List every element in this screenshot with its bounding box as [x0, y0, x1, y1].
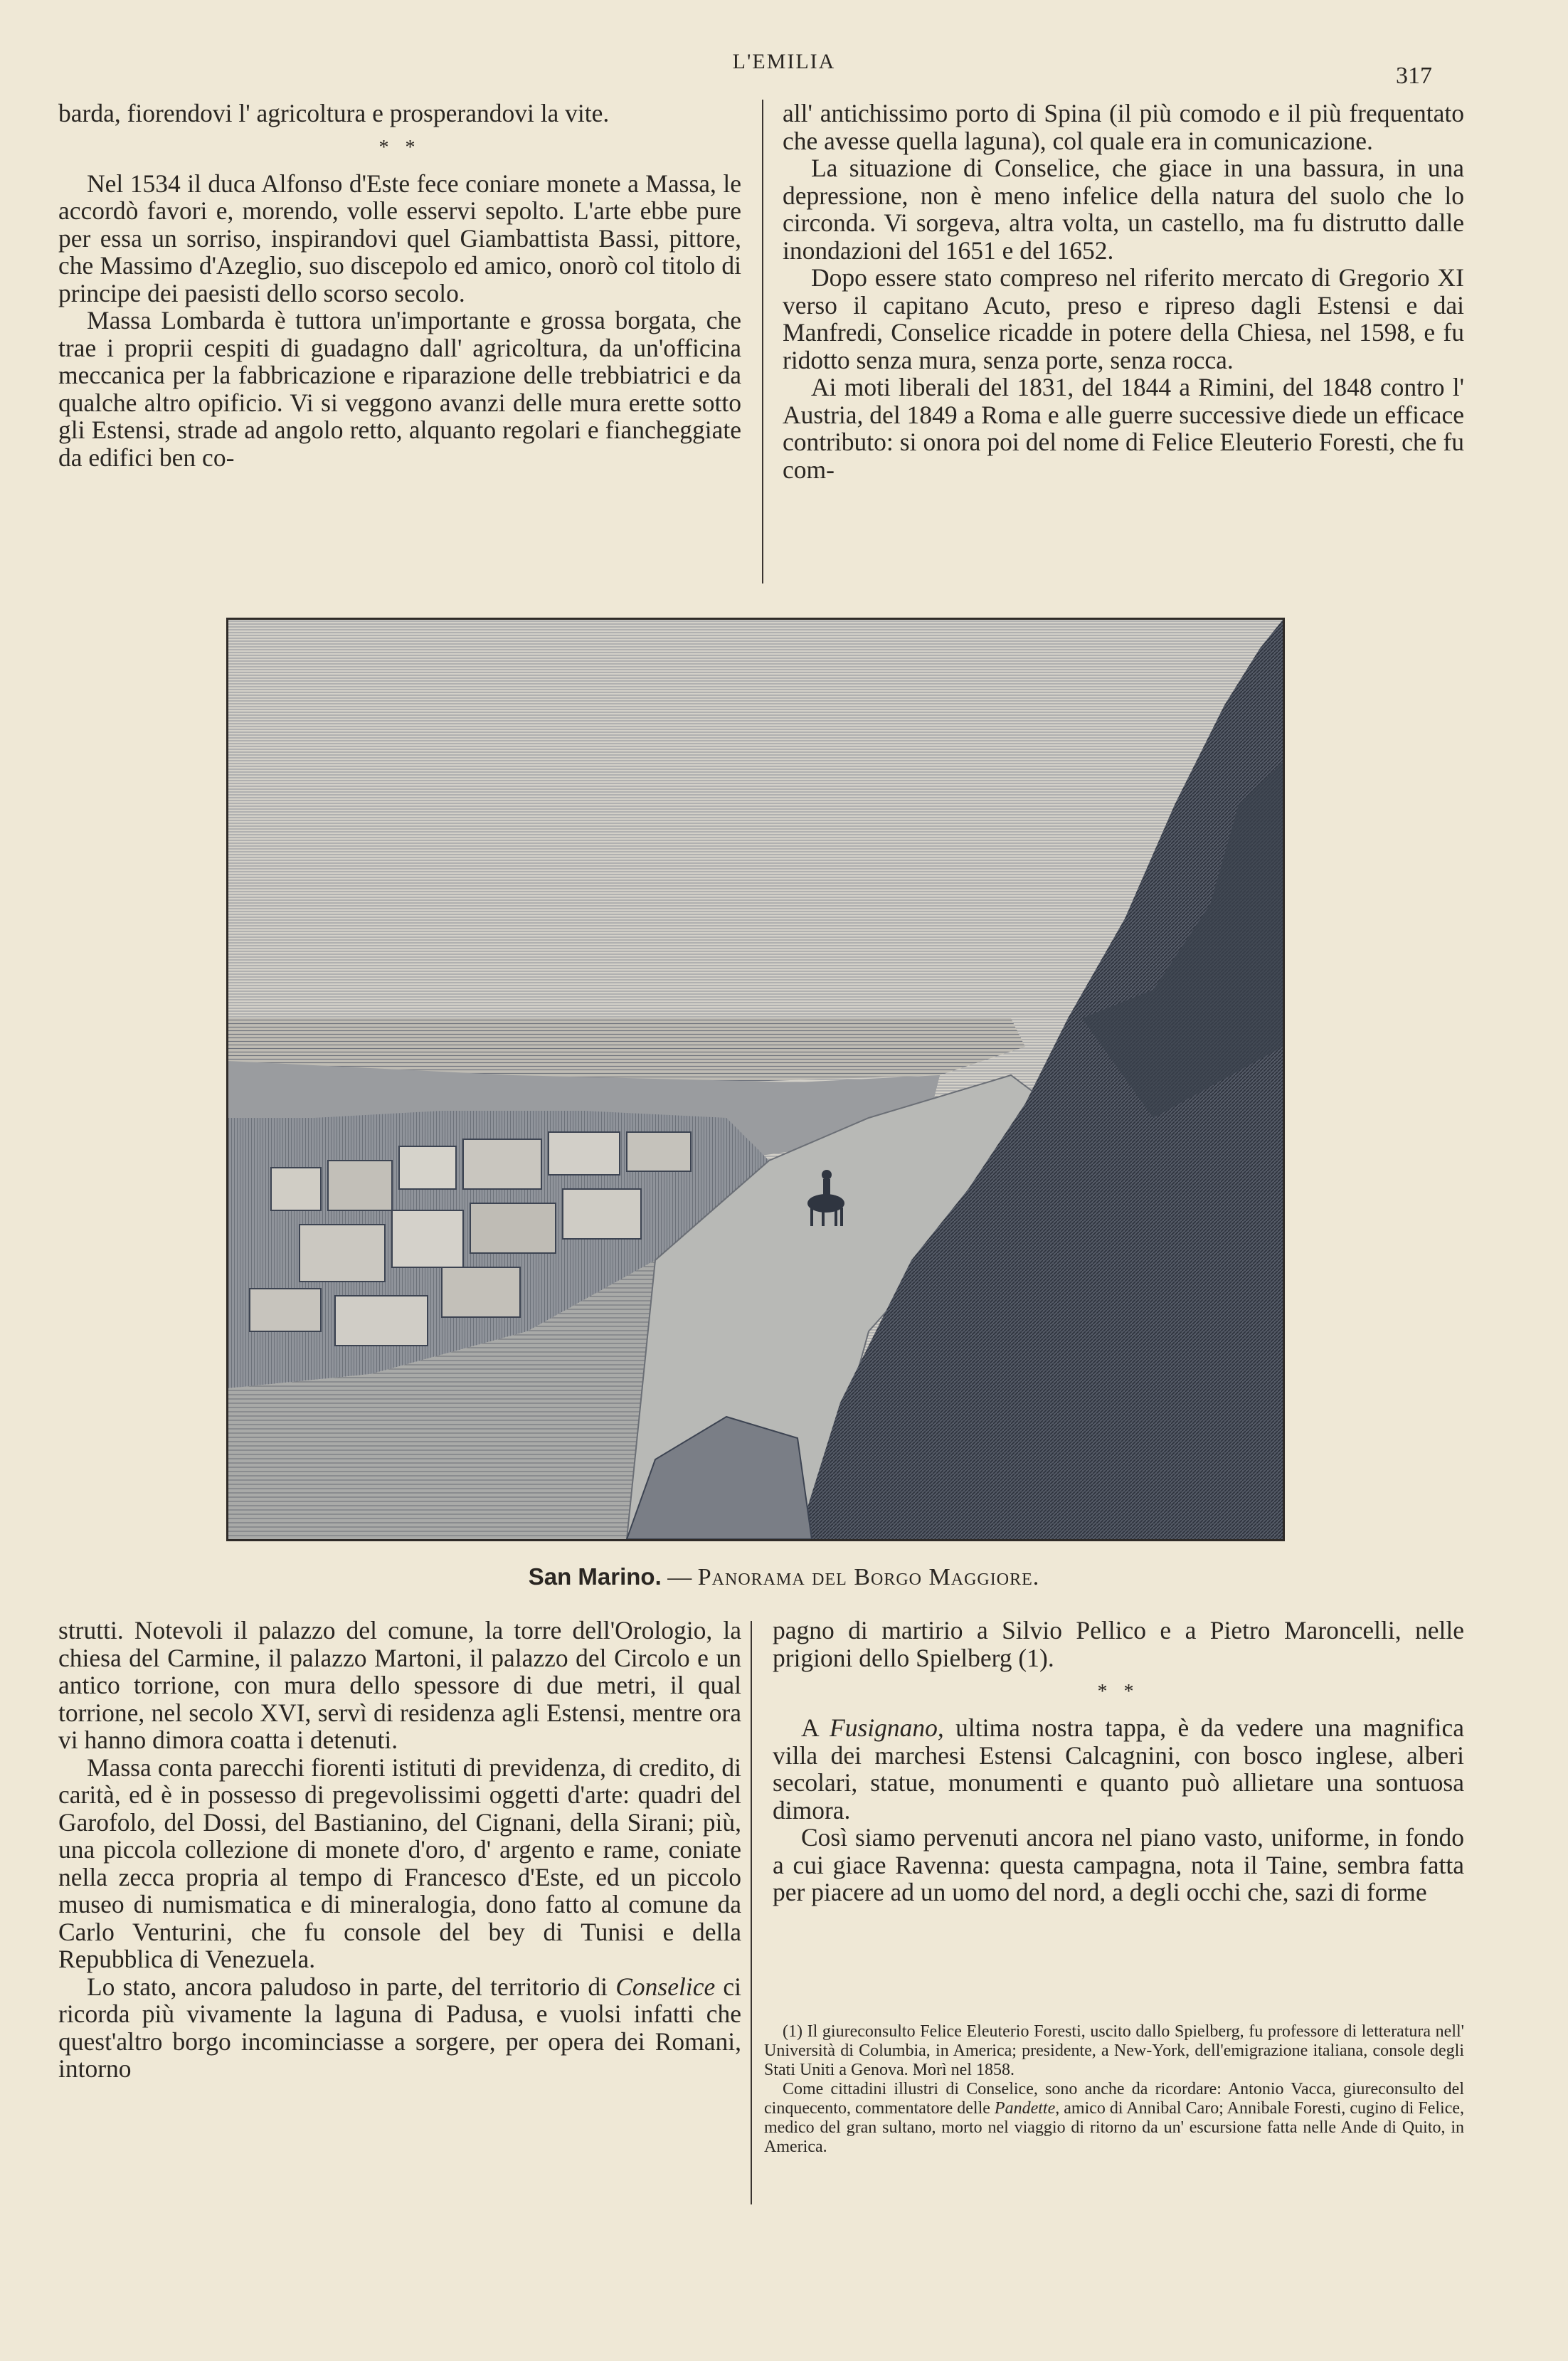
text-column-bottom-left	[58, 1617, 741, 2083]
book-title: Pandette	[994, 2099, 1056, 2118]
paragraph-text: Lo stato, ancora paludoso in parte, del territorio di	[87, 1972, 616, 2001]
caption-place: San Marino.	[528, 1563, 662, 1590]
page-number: 317	[1396, 63, 1432, 89]
place-name: Conselice	[615, 1972, 716, 2001]
section-separator: * *	[378, 136, 421, 159]
engraving-illustration	[226, 618, 1285, 1541]
footnotes	[764, 2022, 1464, 2157]
paragraph	[773, 1714, 1464, 1824]
footnote-text: Come cittadini illustri di Conselice, sono anche da ricordare: Antonio Vacca, giureconsulto del cinquecento, commentatore delle	[764, 2080, 1464, 2118]
paragraph: Massa conta parecchi fiorenti istituti di previdenza, di credito, di carità, ed è in possesso di pregevolissimi oggetti d'arte: quadri del Garofolo, del Dossi, del Bastianino, del Cignani, della Sirani; più, una piccola collezione di monete d'oro, d' argento e rame, coniate nella zecca propria al tempo di Francesco d'Este, ed un piccolo museo di numismatica e di mineralogia, dono fatto al comune da Carlo Venturini, che fu console del bey di Tunisi e della Repubblica di Venezuela.	[58, 1753, 741, 1973]
section-separator: * *	[1097, 1681, 1140, 1703]
caption-title: Panorama del Borgo Maggiore.	[697, 1564, 1040, 1590]
paragraph: pagno di martirio a Silvio Pellico e a Pietro Maroncelli, nelle prigioni dello Spielberg (1).	[773, 1616, 1464, 1672]
paragraph: Ai moti liberali del 1831, del 1844 a Rimini, del 1848 contro l' Austria, del 1849 a Roma e alle guerre successive diede un efficace contributo: si onora poi del nome di Felice Eleuterio Foresti, che fu com-	[783, 373, 1464, 484]
figure-caption	[0, 1563, 1568, 1591]
caption-dash: —	[667, 1564, 692, 1590]
paragraph: Dopo essere stato compreso nel riferito mercato di Gregorio XI verso il capitano Acuto, preso e ripreso dagli Estensi e dai Manfredi, Conselice ricadde in potere della Chiesa, nel 1598, e fu ridotto senza mura, senza porte, senza rocca.	[783, 263, 1464, 374]
landscape-engraving	[228, 620, 1283, 1539]
running-title: L'EMILIA	[732, 50, 836, 73]
paragraph-text: ci ricorda più vivamente la laguna di Padusa, e vuolsi infatti che quest'altro borgo incominciasse a sorgere, per opera dei Romani, intorno	[58, 1972, 742, 2083]
paragraph	[58, 1973, 741, 2083]
place-name: Fusignano,	[830, 1713, 944, 1742]
text-column-bottom-right	[773, 1617, 1464, 1906]
footnote-1: (1) Il giureconsulto Felice Eleuterio Foresti, uscito dallo Spielberg, fu professore di letteratura nell' Università di Columbia, in America; presidente, a New-York, dell'emigrazione italiana, console degli Stati Uniti a Genova. Morì nel 1858.	[764, 2022, 1464, 2079]
paragraph: barda, fiorendovi l' agricoltura e prosperandovi la vite.	[58, 99, 610, 127]
column-divider	[762, 100, 763, 583]
text-column-top-left	[58, 100, 741, 471]
footnote-text: , amico di Annibal Caro; Annibale Foresti, cugino di Felice, medico del gran sultano, morto nel viaggio di ritorno da un' escursione fatta nelle Ande di Quito, in America.	[764, 2099, 1464, 2156]
paragraph: strutti. Notevoli il palazzo del comune, la torre dell'Orologio, la chiesa del Carmine, il palazzo Martoni, il palazzo del Circolo e un antico torrione, con mura dello spessore di due metri, il qual torrione, nel secolo XVI, servì di residenza agli Estensi, mentre ora vi hanno dimora coatta i detenuti.	[58, 1616, 741, 1754]
paragraph: Così siamo pervenuti ancora nel piano vasto, uniforme, in fondo a cui giace Ravenna: questa campagna, nota il Taine, sembra fatta per piacere ad un uomo del nord, a degli occhi che, sazi di forme	[773, 1823, 1464, 1906]
paragraph-text: ultima nostra tappa, è da vedere una magnifica villa dei marchesi Estensi Calcagnini, con bosco inglese, alberi secolari, statue, monumenti e quanto può allietare una sontuosa dimora.	[773, 1713, 1464, 1824]
paragraph: Massa Lombarda è tuttora un'importante e grossa borgata, che trae i proprii cespiti di guadagno dall' agricoltura, da un'officina meccanica per la fabbricazione e riparazione delle trebbiatrici e da qualche altro opificio. Vi si veggono avanzi delle mura erette sotto gli Estensi, strade ad angolo retto, alquanto regolari e fiancheggiate da edifici ben co-	[58, 306, 741, 472]
column-divider	[751, 1621, 752, 2204]
paragraph: Nel 1534 il duca Alfonso d'Este fece coniare monete a Massa, le accordò favori e, morendo, volle esservi sepolto. L'arte ebbe pure per essa un sorriso, inspirandovi quel Giambattista Bassi, pittore, che Massimo d'Azeglio, suo discepolo ed amico, onorò col titolo di principe dei paesisti dello scorso secolo.	[58, 169, 741, 307]
paragraph: all' antichissimo porto di Spina (il più comodo e il più frequentato che avesse quella laguna), col quale era in comunicazione.	[783, 99, 1464, 155]
paragraph-text: A	[801, 1713, 830, 1742]
footnote-2	[764, 2080, 1464, 2157]
text-column-top-right	[783, 100, 1464, 483]
paragraph: La situazione di Conselice, che giace in una bassura, in una depressione, non è meno infelice della natura del suolo che lo circonda. Vi sorgeva, altra volta, un castello, ma fu distrutto dalle inondazioni del 1651 e del 1652.	[783, 154, 1464, 265]
